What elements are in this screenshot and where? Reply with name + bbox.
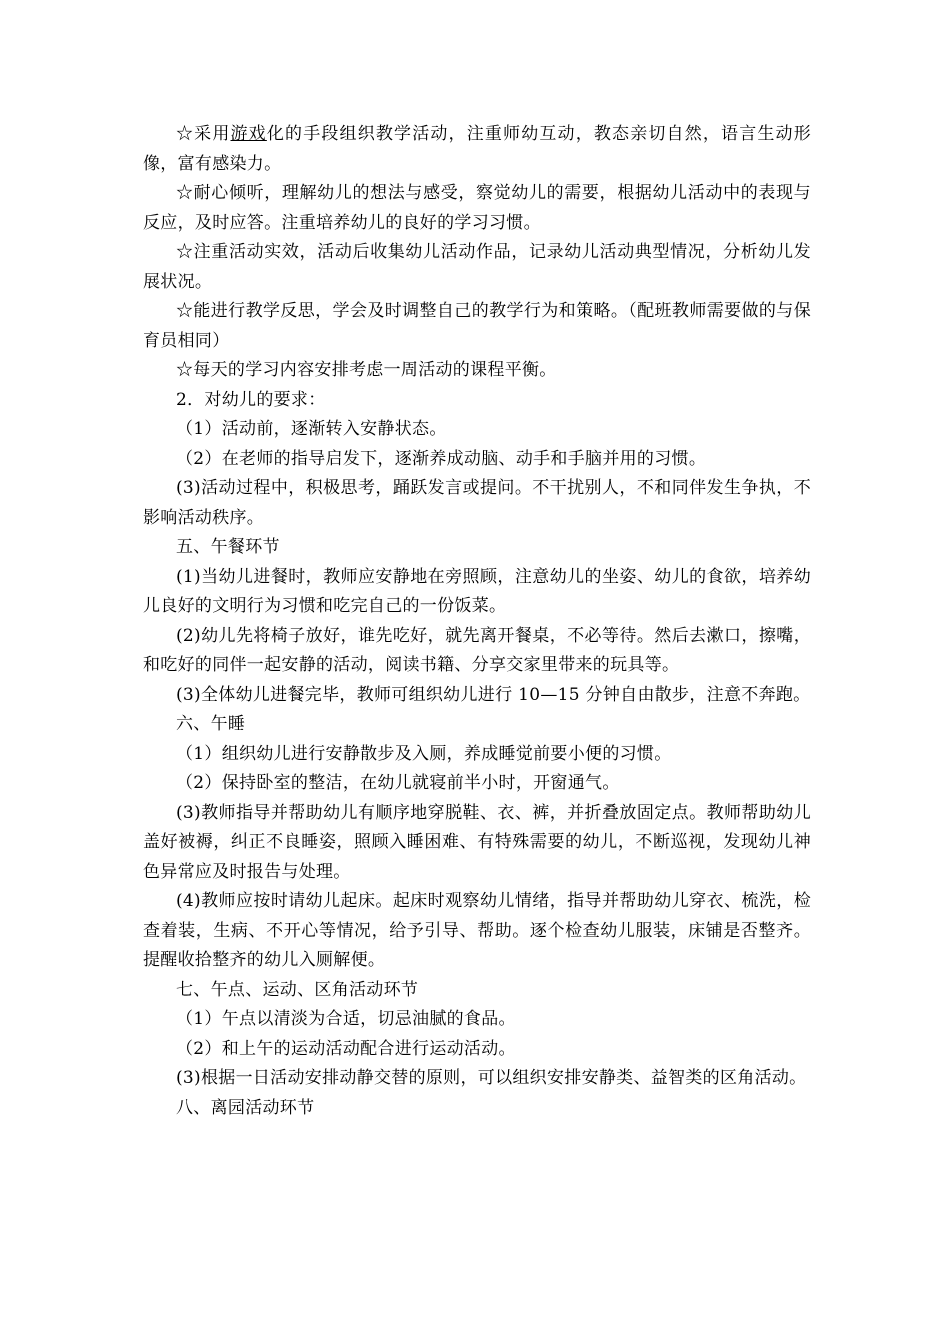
section-heading-child-requirements: 2．对幼儿的要求： [176,389,326,410]
list-item: (4)教师应按时请幼儿起床。起床时观察幼儿情绪，指导并帮助幼儿穿衣、梳洗，检查着装，生病、不开心等情况，给予引导、帮助。逐个检查幼儿服装，床铺是否整齐。提醒收拾整齐的幼儿入厕解便。 [143,891,811,970]
list-item: (3)全体幼儿进餐完毕，教师可组织幼儿进行 10—15 分钟自由散步，注意不奔跑。 [176,684,811,705]
list-item: (3)活动过程中，积极思考，踊跃发言或提问。不干扰别人，不和同伴发生争执，不影响活动秩序。 [143,478,811,528]
section-heading-nap: 六、午睡 [176,714,246,734]
list-item: （1）午点以清淡为合适，切忌油腻的食品。 [176,1009,516,1029]
list-item: (1)当幼儿进餐时，教师应安静地在旁照顾，注意幼儿的坐姿、幼儿的食欲，培养幼儿良好的文明行为习惯和吃完自己的一份饭菜。 [143,566,811,616]
section-heading-lunch: 五、午餐环节 [176,537,280,557]
paragraph-text: ☆采用 [176,124,231,144]
list-item: (2)幼儿先将椅子放好，谁先吃好，就先离开餐桌，不必等待。然后去漱口，擦嘴，和吃好的同伴一起安静的活动，阅读书籍、分享交家里带来的玩具等。 [143,625,811,675]
list-item: (3)教师指导并帮助幼儿有顺序地穿脱鞋、衣、裤，并折叠放固定点。教师帮助幼儿盖好被褥，纠正不良睡姿，照顾入睡困难、有特殊需要的幼儿，不断巡视，发现幼儿神色异常应及时报告与处理。 [143,802,811,882]
list-item: （2）和上午的运动活动配合进行运动活动。 [176,1038,516,1059]
list-item: （1）活动前，逐渐转入安静状态。 [176,419,447,439]
paragraph-reflection: ☆能进行教学反思，学会及时调整自己的教学行为和策略。（配班教师需要做的与保育员相同） [143,301,811,351]
list-item: （1）组织幼儿进行安静散步及入厕，养成睡觉前要小便的习惯。 [176,743,672,764]
list-item: (3)根据一日活动安排动静交替的原则，可以组织安排安静类、益智类的区角活动。 [176,1068,807,1088]
paragraph-weekly-balance: ☆每天的学习内容安排考虑一周活动的课程平衡。 [176,360,557,380]
section-heading-afternoon: 七、午点、运动、区角活动环节 [176,979,419,1000]
paragraph-activity-effect: ☆注重活动实效，活动后收集幼儿活动作品，记录幼儿活动典型情况，分析幼儿发展状况。 [143,242,811,292]
game-link[interactable]: 游戏 [230,124,267,144]
paragraph-teaching-method [143,120,811,179]
section-heading-departure: 八、离园活动环节 [176,1097,315,1118]
paragraph-listening: ☆耐心倾听，理解幼儿的想法与感受，察觉幼儿的需要，根据幼儿活动中的表现与反应，及时应答。注重培养幼儿的良好的学习习惯。 [143,183,811,233]
list-item: （2）保持卧室的整洁，在幼儿就寝前半小时，开窗通气。 [176,773,620,793]
list-item: （2）在老师的指导启发下，逐渐养成动脑、动手和手脑并用的习惯。 [176,448,707,469]
document-body [143,120,811,1123]
paragraph-text: 化的手段组织教学活动，注重师幼互动，教态亲切自然，语言生动形像，富有感染力。 [143,124,812,174]
